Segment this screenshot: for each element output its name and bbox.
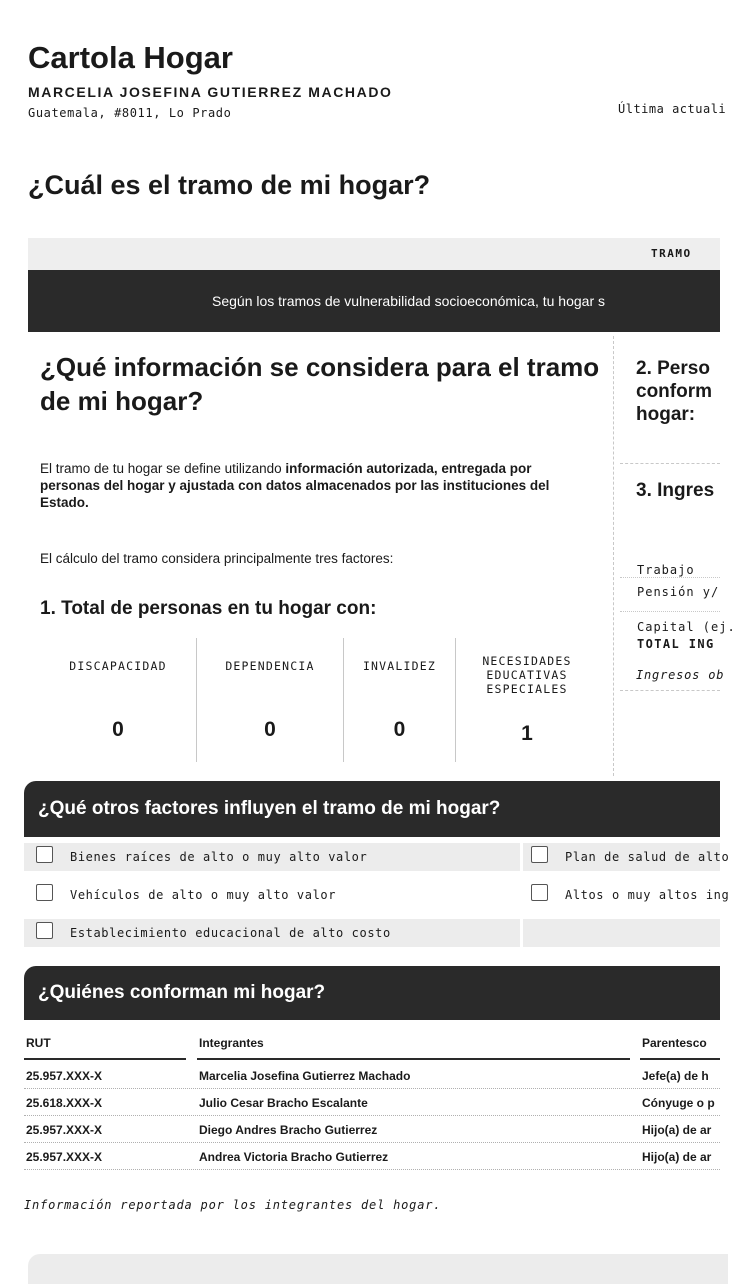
other-factors-title: ¿Qué otros factores influyen el tramo de mi hogar? [38,798,501,819]
section-members-line1: 2. Perso [636,358,710,379]
option-label: Vehículos de alto o muy alto valor [70,888,337,902]
factor-label: NECESIDADES EDUCATIVAS ESPECIALES [482,654,572,696]
checkbox-vehiculos[interactable] [36,884,53,901]
info-factors-intro: El cálculo del tramo considera principalmente tres factores: [40,551,394,566]
last-updated-label: Última actuali [618,102,727,116]
option-label: Bienes raíces de alto o muy alto valor [70,850,368,864]
member-rut: 25.957.XXX-X [26,1123,103,1137]
tramo-result-banner [28,270,720,332]
members-header [24,966,720,1020]
member-name: Diego Andres Bracho Gutierrez [199,1123,378,1137]
income-row-pension: Pensión y/ [637,585,720,599]
divider [620,611,720,612]
option-label: Plan de salud de alto [565,850,730,864]
row-divider [24,1115,720,1116]
income-note: Ingresos ob [636,668,725,682]
info-title: ¿Qué información se considera para el tramo de mi hogar? [40,352,600,416]
checkbox-altos-ingresos[interactable] [531,884,548,901]
row-split [520,843,523,871]
factors-row [24,881,730,909]
factors-row [24,919,720,947]
section-income-title: 3. Ingres [636,480,715,501]
row-split [520,919,523,947]
divider [620,690,720,691]
info-paragraph-bold: información autorizada, entregada por personas del hogar y ajustada con datos almacenados por las instituciones del Estado. [40,461,550,510]
income-total-label: TOTAL ING [637,637,715,651]
info-paragraph-text: El tramo de tu hogar se define utilizando [40,461,286,476]
factor-necesidades-educativas [456,638,598,762]
member-name: Julio Cesar Bracho Escalante [199,1096,368,1110]
member-relation: Hijo(a) de ar [642,1123,712,1137]
member-relation: Cónyuge o p [642,1096,715,1110]
factor-value: 0 [112,718,124,741]
member-rut: 25.957.XXX-X [26,1150,103,1164]
next-section-card [28,1254,728,1284]
tramo-result-text: Según los tramos de vulnerabilidad socioeconómica, tu hogar s [212,293,606,309]
household-address: Guatemala, #8011, Lo Prado [28,106,232,120]
section-members-line3: hogar: [636,404,696,425]
section-members-heading [636,357,712,426]
factor-value: 1 [521,722,533,745]
checkbox-plan-salud[interactable] [531,846,548,863]
factors-row [24,843,730,871]
members-footnote: Información reportada por los integrantes del hogar. [24,1198,442,1212]
factor-discapacidad [40,638,196,762]
row-divider [24,1169,720,1170]
member-rut: 25.957.XXX-X [26,1069,103,1083]
divider [620,463,720,464]
header-underline [197,1058,630,1060]
member-relation: Hijo(a) de ar [642,1150,712,1164]
header-underline [24,1058,186,1060]
tramo-question: ¿Cuál es el tramo de mi hogar? [28,170,431,200]
factor-value: 0 [264,718,276,741]
factor-label: DISCAPACIDAD [69,659,167,673]
household-owner-name: MARCELIA JOSEFINA GUTIERREZ MACHADO [28,84,393,100]
factor-label: INVALIDEZ [362,659,437,673]
page-title: Cartola Hogar [28,40,233,75]
factor-dependencia [197,638,343,762]
member-name: Marcelia Josefina Gutierrez Machado [199,1069,411,1083]
row-divider [24,1142,720,1143]
factor-value: 0 [393,718,406,741]
member-rut: 25.618.XXX-X [26,1096,103,1110]
member-relation: Jefe(a) de h [642,1069,709,1083]
column-header-parentesco: Parentesco [642,1036,707,1050]
divider [620,577,720,578]
option-label: Establecimiento educacional de alto costo [70,926,391,940]
checkbox-establecimiento[interactable] [36,922,53,939]
section-people-title: 1. Total de personas en tu hogar con: [40,598,377,619]
info-paragraph [40,460,580,511]
column-divider [613,336,614,776]
factor-label: DEPENDENCIA [225,659,315,673]
income-row-trabajo: Trabajo [637,563,695,577]
tramo-column-label: TRAMO [651,247,692,260]
factor-invalidez [344,638,455,762]
other-factors-header [24,781,720,837]
header-underline [640,1058,720,1060]
member-name: Andrea Victoria Bracho Gutierrez [199,1150,389,1164]
tramo-header-bar [28,238,720,270]
column-header-rut: RUT [26,1036,51,1050]
section-members-line2: conform [636,381,712,402]
option-label: Altos o muy altos ing [565,888,730,902]
checkbox-bienes-raices[interactable] [36,846,53,863]
income-row-capital: Capital (ej. [637,620,736,634]
column-header-integrantes: Integrantes [199,1036,264,1050]
members-title: ¿Quiénes conforman mi hogar? [38,982,326,1003]
row-divider [24,1088,720,1089]
